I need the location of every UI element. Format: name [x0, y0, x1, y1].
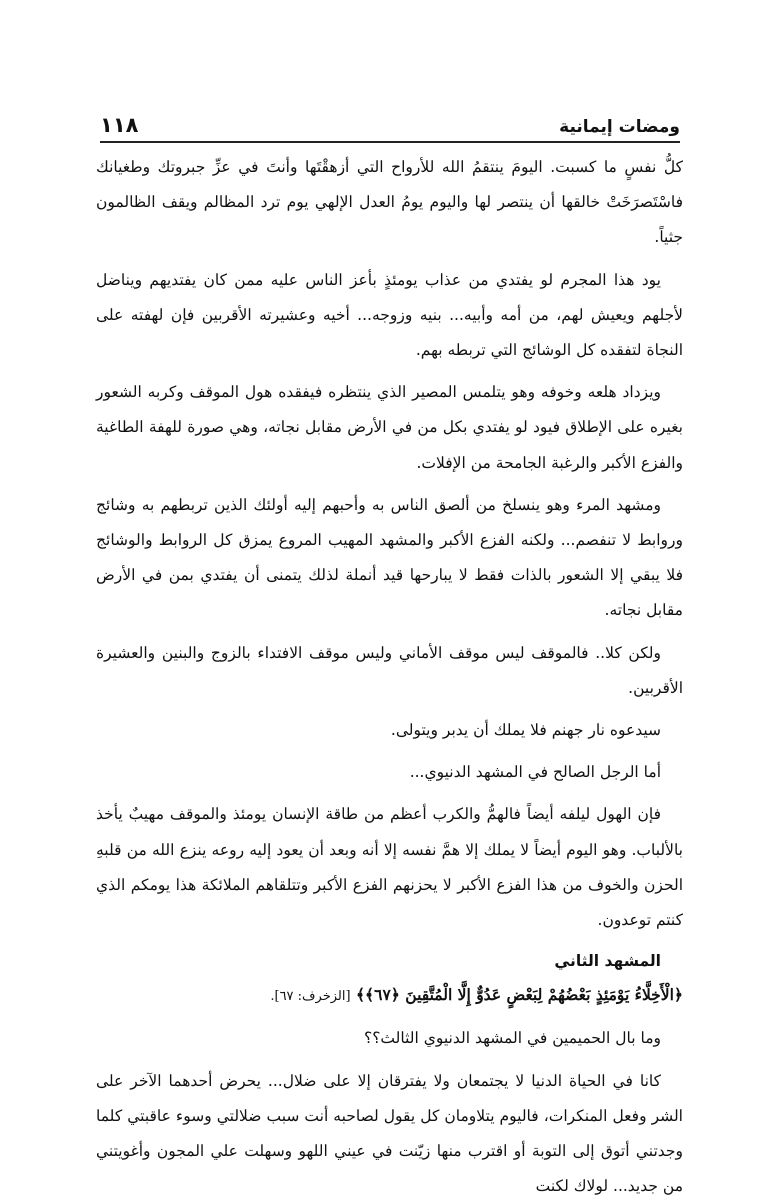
verse-reference: [الزخرف: ٦٧]. — [270, 989, 351, 1005]
paragraph: كانا في الحياة الدنيا لا يجتمعان ولا يفترقان إلا على ضلال... يحرض أحدهما الآخر على الشر وفعل المنكرات، فاليوم يتلاومان كل يقول لصاحبه أنت سبب ضلالتي وسوء عاقبتي كلما وجدتني أتوق إلى التوبة أو اقترب منها زيّنت في عيني اللهو وسهلت علي المجون وأغويتني من جديد... لولاك لكنت — [96, 1071, 683, 1196]
page-number: ١١٨ — [100, 113, 139, 137]
quran-verse — [96, 977, 683, 1014]
page-header — [100, 103, 680, 137]
paragraph: أما الرجل الصالح في المشهد الدنيوي... — [409, 763, 661, 782]
paragraph: كلُّ نفسٍ ما كسبت. اليومَ ينتقمُ الله للأرواح التي أزهقْتَها وأنتَ في عزِّ جبروتك وطغيانك فاسْتَصرَخَتْ خالقها أن ينتصر لها واليوم يومُ العدل الإلهي يوم ترد المظالم ويقف الظالمون جثياً. — [96, 158, 683, 247]
section-heading: المشهد الثاني — [554, 952, 661, 971]
paragraph: ومشهد المرء وهو ينسلخ من ألصق الناس به وأحبهم إليه أولئك الذين تربطهم به وشائج وروابط لا تنفصم... ولكنه الفزع الأكبر والمشهد المهيب المروع يمزق كل الروابط والوشائج فلا يبقي إلا الشعور بالذات فقط لا يبارحها قيد أنملة لذلك يتمنى أن يفتدي بمن في الأرض مقابل نجاته. — [96, 495, 683, 620]
paragraph: ولكن كلا.. فالموقف ليس موقف الأماني وليس موقف الافتداء بالزوج والبنين والعشيرة الأقربين. — [96, 643, 683, 697]
body-text — [96, 150, 683, 1196]
verse-text: ﴿الْأَخِلَّاءُ يَوْمَئِذٍ بَعْضُهُمْ لِبَعْضٍ عَدُوٌّ إِلَّا الْمُتَّقِينَ ﴿٦٧﴾﴾ — [355, 985, 683, 1005]
header-rule — [100, 141, 680, 143]
paragraph: ويزداد هلعه وخوفه وهو يتلمس المصير الذي ينتظره فيفقده هول الموقف وكربه الشعور بغيره على الإطلاق فيود لو يفتدي بكل من في الأرض مقابل نجاته، وهي صورة للهفة الطاغية والفزع الأكبر والرغبة الجامحة من الإفلات. — [96, 383, 683, 472]
paragraph: يود هذا المجرم لو يفتدي من عذاب يومئذٍ بأعز الناس عليه ممن كان يفتديهم ويناضل لأجلهم ويعيش لهم، من أمه وأبيه... بنيه وزوجه... أخيه وعشيرته الأقربين فإن لهفته على النجاة لتفقده كل الوشائج التي تربطه بهم. — [96, 270, 683, 360]
paragraph: سيدعوه نار جهنم فلا يملك أن يدبر ويتولى. — [390, 721, 661, 740]
running-title: ومضات إيمانية — [559, 117, 680, 137]
paragraph: وما بال الحميمين في المشهد الدنيوي الثالث؟؟ — [363, 1029, 661, 1048]
paragraph: فإن الهول ليلفه أيضاً فالهمُّ والكرب أعظم من طاقة الإنسان يومئذ والموقف مهيبٌ يأخذ بالألباب. وهو اليوم أيضاً لا يملك إلا همَّ نفسه إلا أنه وبعد أن يعود إليه روعه ينزع الله من قلبهِ الحزن والخوف من هذا الفزع الأكبر لا يحزنهم الفزع الأكبر وتتلقاهم الملائكة هذا يومكم الذي كنتم توعدون. — [96, 805, 683, 930]
